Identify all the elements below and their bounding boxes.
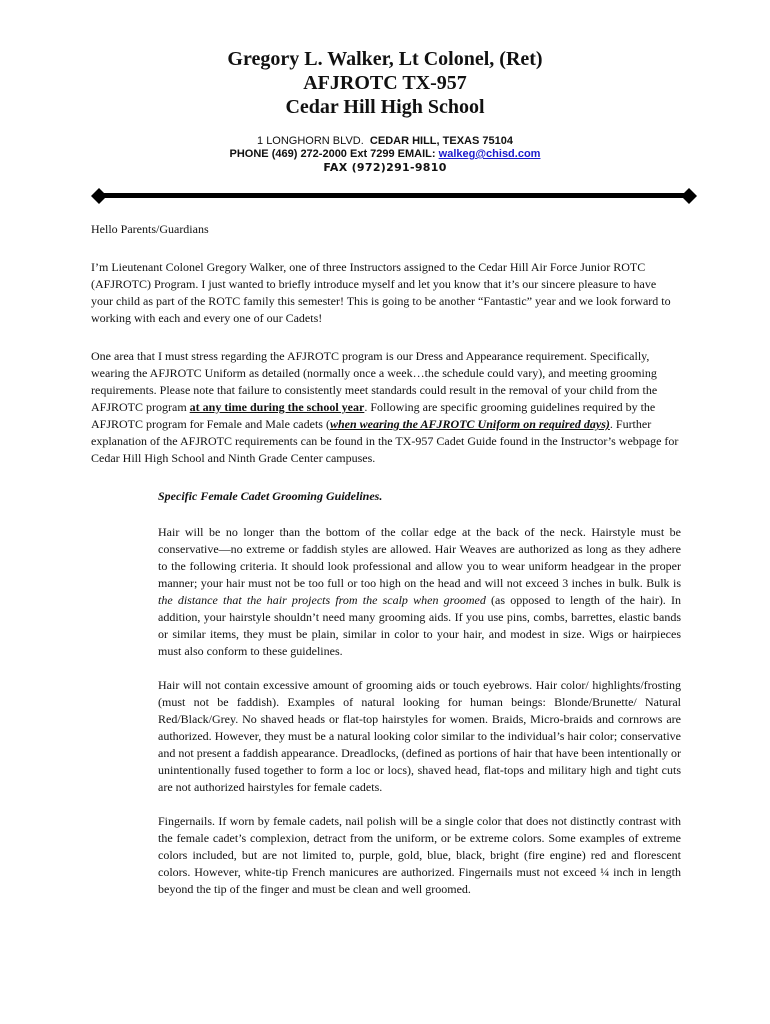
street-address: 1 LONGHORN BLVD.	[257, 135, 364, 147]
phone-email-line	[0, 148, 770, 161]
hair1-part1: Hair will be no longer than the bottom of the collar edge at the back of the neck. Hairstyle must be conservative—no extreme or faddish styles are allowed. Hair Weaves are authorized as long as they adhere to the following criteria. It should look professional and allow you to wear uniform headgear in the proper manner; your hair must not be too full or too high on the head and will not exceed 3 inches in bulk. Bulk is	[158, 525, 681, 590]
dress-paragraph	[91, 348, 681, 467]
intro-paragraph	[91, 259, 681, 327]
phone-text: PHONE (469) 272-2000 Ext 7299 EMAIL:	[229, 148, 436, 160]
dress-text	[91, 348, 681, 467]
city-state-zip: CEDAR HILL, TEXAS 75104	[369, 135, 513, 147]
school-name: Cedar Hill High School	[285, 96, 485, 118]
divider-diamond-right-icon	[681, 188, 697, 204]
fingernails-text: Fingernails. If worn by female cadets, nail polish will be a single color that does not distinctly contrast with the female cadet’s complexion, detract from the uniform, or be extreme colors. Some examples of extreme colors included, but are not limited to, purple, gold, blue, black, bright (fire engine) red and florescent colors. However, white-tip French manicures are authorized. Fingernails must not exceed ¼ inch in length beyond the tip of the finger and must be clean and well groomed.	[158, 814, 681, 896]
hair-paragraph-1	[158, 524, 681, 660]
hair1-part2: (as opposed to length of the hair). In addition, your hairstyle shouldn’t need many grooming aids. If you use pins, combs, barrettes, elastic bands or similar items, they must be plain, similar in color to your hair, and modest in size. Wigs or hairpieces must also conform to these guidelines.	[158, 593, 681, 658]
hair2-text: Hair will not contain excessive amount of grooming aids or touch eyebrows. Hair color/ highlights/frosting (must not be faddish). Examples of natural looking for human beings: Blonde/Brunette/ Natural Red/Black/Grey. No shaved heads or flat-top hairstyles for women. Braids, Micro-braids and cornrows are authorized. However, they must be a natural looking color similar to the individual’s hair color; conservative and not present a faddish appearance. Dreadlocks, (defined as portions of hair that have been intentionally or unintentionally fused together to form a loc or locs), shaved head, flat-tops and military high and tight cuts are not authorized hairstyles for female cadets.	[158, 678, 681, 794]
dress-text-part3: . Further explanation of the AFJROTC requirements can be found in the TX-957 Cadet Guide found in the Instructor’s webpage for Cedar Hill High School and Ninth Grade Center campuses.	[91, 417, 679, 465]
greeting	[91, 221, 681, 238]
contact-block	[0, 135, 770, 174]
hair1-italic: the distance that the hair projects from the scalp when groomed	[158, 593, 486, 607]
email-link[interactable]: walkeg@chisd.com	[438, 148, 541, 160]
header-divider	[91, 188, 697, 204]
fax-line: FAX (972)291-9810	[323, 161, 447, 174]
letterhead	[0, 47, 770, 119]
dress-text-part1: One area that I must stress regarding the AFJROTC program is our Dress and Appearance requirement. Specifically, wearing the AFJROTC Uniform as detailed (normally once a week…the schedule could vary), and meeting grooming requirements. Please note that failure to consistently meet standards could result in the removal of your child from the AFJROTC program	[91, 349, 658, 414]
section-heading: Specific Female Cadet Grooming Guidelines.	[158, 489, 383, 503]
greeting-text: Hello Parents/Guardians	[91, 222, 209, 236]
dress-emphasis-2: when wearing the AFJROTC Uniform on required days)	[329, 417, 610, 431]
dress-text-part2: . Following are specific grooming guidelines required by the AFJROTC program for Female and Male cadets (	[91, 400, 656, 431]
hair-paragraph-2	[158, 677, 681, 796]
divider-diamond-left-icon	[91, 188, 107, 204]
address-line	[0, 135, 770, 148]
sender-name: Gregory L. Walker, Lt Colonel, (Ret)	[227, 48, 543, 70]
unit-name: AFJROTC TX-957	[303, 72, 467, 94]
intro-text: I’m Lieutenant Colonel Gregory Walker, one of three Instructors assigned to the Cedar Hill Air Force Junior ROTC (AFJROTC) Program. I just wanted to briefly introduce myself and let you know that it’s our sincere pleasure to have your child as part of the ROTC family this semester! This is going to be another “Fantastic” year and we look forward to working with each and every one of our Cadets!	[91, 260, 671, 325]
female-guidelines-heading	[158, 488, 681, 505]
hair1-text	[158, 524, 681, 660]
dress-emphasis-1: at any time during the school year	[189, 400, 365, 414]
fingernails-paragraph	[158, 813, 681, 898]
